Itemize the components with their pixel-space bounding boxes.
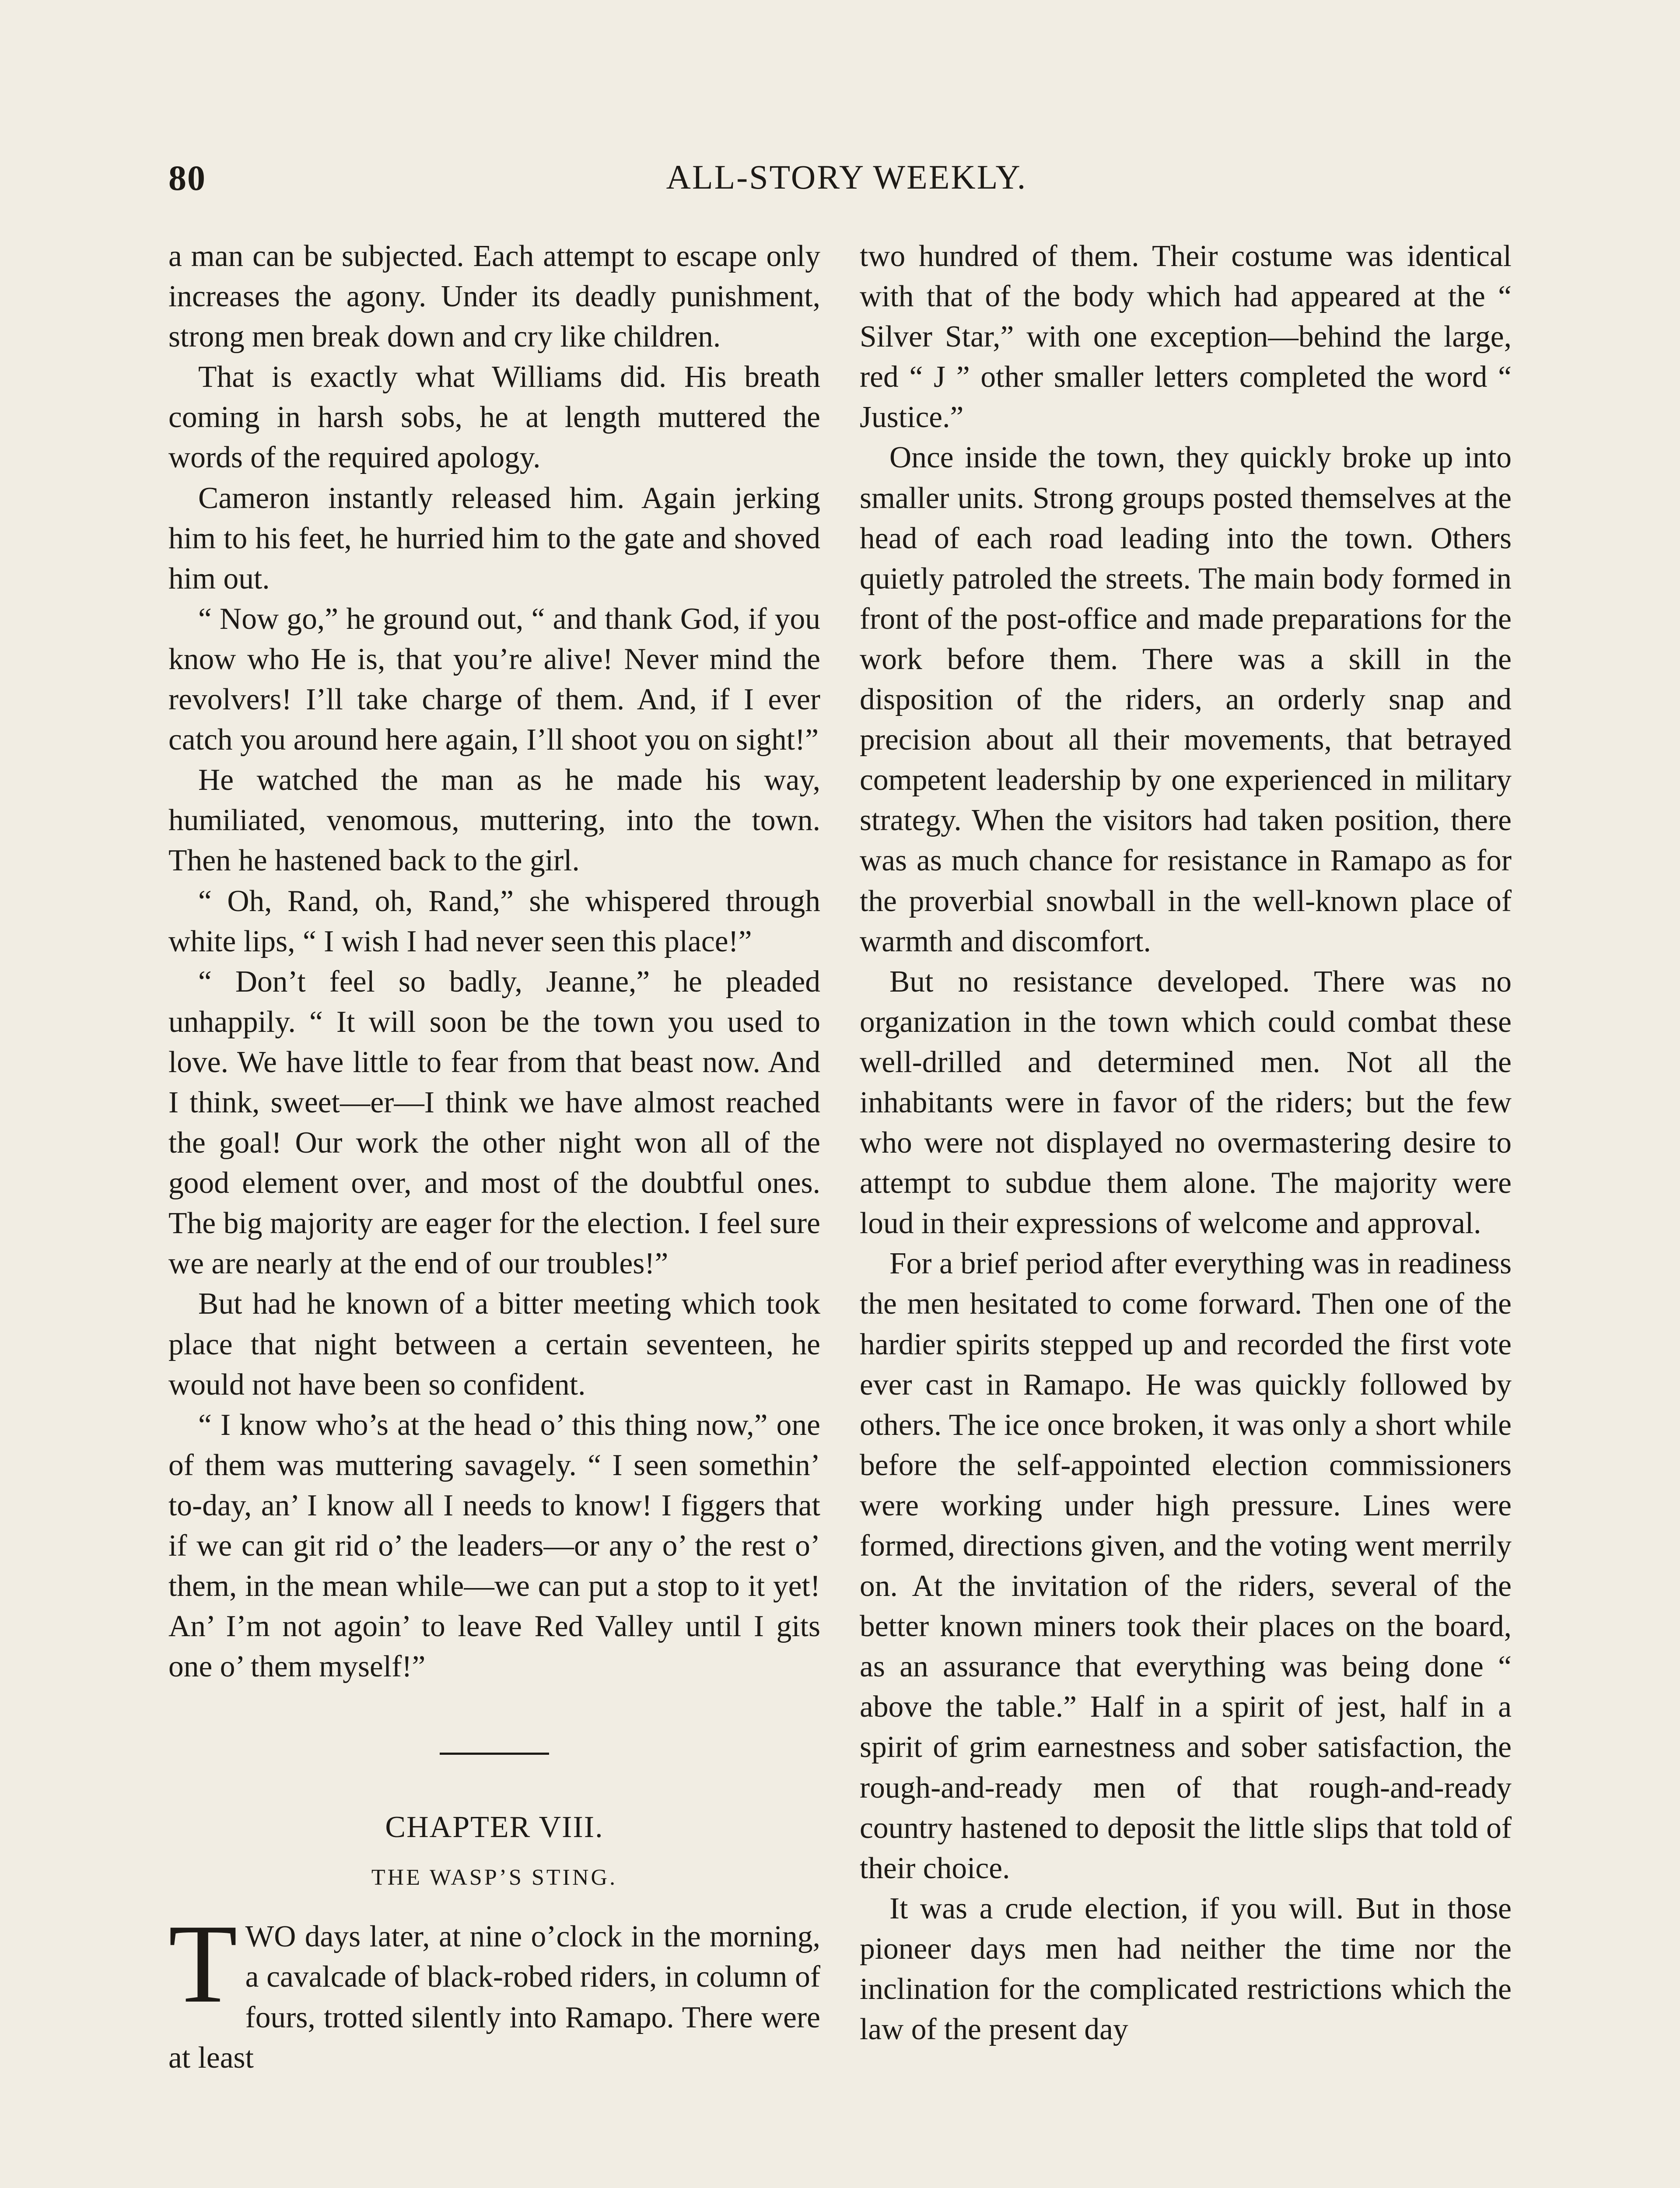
paragraph: Once inside the town, they quickly broke up into smaller units. Strong groups posted themselves at the head of each road leading into the town. Others quietly patroled the streets. The main body formed in front of the post-office and made preparations for the work before them. There was a skill in the disposition of the riders, an orderly snap and precision about all their movements, that betrayed competent leadership by one experienced in military strategy. When the visitors had taken position, there was as much chance for resistance in Ramapo as for the proverbial snowball in the well-known place of warmth and discomfort. bbox=[860, 441, 1512, 958]
paragraph: It was a crude election, if you will. But in those pioneer days men had neither the time nor the inclination for the complicated restrictions which the law of the present day bbox=[860, 1891, 1512, 2047]
page-header bbox=[168, 158, 1525, 210]
paragraph: But had he known of a bitter meeting which took place that night between a certain seventeen, he would not have been so confident. bbox=[168, 1287, 820, 1402]
chapter-opening-paragraph bbox=[168, 1901, 820, 2078]
chapter-opening-text: WO days later, at nine o’clock in the morning, a cavalcade of black-robed riders, in column of fours, trotted silently into Ramapo. There were at least bbox=[168, 1920, 820, 2075]
paragraph: a man can be subjected. Each attempt to escape only increases the agony. Under its deadly punishment, strong men break down and cry like children. bbox=[168, 239, 820, 354]
right-column bbox=[860, 236, 1512, 2188]
paragraph: two hundred of them. Their costume was identical with that of the body which had appeared at the “ Silver Star,” with one exception—behind the large, red “ J ” other smaller letters completed the word “ Justice.” bbox=[860, 239, 1512, 435]
paragraph: For a brief period after everything was in readiness the men hesitated to come forward. Then one of the hardier spirits stepped up and recorded the first vote ever cast in Ramapo. He was quickly followed by others. The ice once broken, it was only a short while before the self-appointed election commissioners were working under high pressure. Lines were formed, directions given, and the voting went merrily on. At the invitation of the riders, several of the better known miners took their places on the board, as an assurance that everything was being done “ above the table.” Half in a spirit of jest, half in a spirit of grim earnestness and sober satisfaction, the rough-and-ready men of that rough-and-ready country hastened to deposit the little slips that told of their choice. bbox=[860, 1247, 1512, 1885]
paragraph: That is exactly what Williams did. His breath coming in harsh sobs, he at length muttered the words of the required apology. bbox=[168, 360, 820, 475]
paragraph: “ Oh, Rand, oh, Rand,” she whispered through white lips, “ I wish I had never seen this place!” bbox=[168, 884, 820, 958]
chapter-title: CHAPTER VIII. bbox=[385, 1810, 604, 1844]
left-column bbox=[168, 236, 820, 2188]
paragraph: “ Don’t feel so badly, Jeanne,” he pleaded unhappily. “ It will soon be the town you used to love. We have little to fear from that beast now. And I think, sweet—er—I think we have almost reached the goal! Our work the other night won all of the good element over, and most of the doubtful ones. The big majority are eager for the election. I feel sure we are nearly at the end of our troubles!” bbox=[168, 964, 820, 1281]
drop-cap: T bbox=[168, 1901, 238, 2027]
paragraph: “ I know who’s at the head o’ this thing now,” one of them was muttering savagely. “ I seen somethin’ to-day, an’ I know all I needs to know! I figgers that if we can git rid o’ the leaders—or any o’ the rest o’ them, in the mean while—we can put a stop to it yet! An’ I’m not agoin’ to leave Red Valley until I gits one o’ them myself!” bbox=[168, 1408, 820, 1684]
paragraph: He watched the man as he made his way, humiliated, venomous, muttering, into the town. Then he hastened back to the girl. bbox=[168, 763, 820, 878]
running-head: ALL-STORY WEEKLY. bbox=[666, 158, 1027, 196]
paragraph: But no resistance developed. There was no organization in the town which could combat these well-drilled and determined men. Not all the inhabitants were in favor of the riders; but the few who were not displayed no overmastering desire to attempt to subdue them alone. The majority were loud in their expressions of welcome and approval. bbox=[860, 964, 1512, 1241]
chapter-subtitle: THE WASP’S STING. bbox=[371, 1865, 618, 1890]
paragraph: Cameron instantly released him. Again jerking him to his feet, he hurried him to the gate and shoved him out. bbox=[168, 481, 820, 596]
paragraph: “ Now go,” he ground out, “ and thank God, if you know who He is, that you’re alive! Never mind the revolvers! I’ll take charge of them. And, if I ever catch you around here again, I’ll shoot you on sight!” bbox=[168, 602, 820, 757]
section-divider bbox=[440, 1753, 549, 1755]
page-number: 80 bbox=[168, 158, 206, 198]
